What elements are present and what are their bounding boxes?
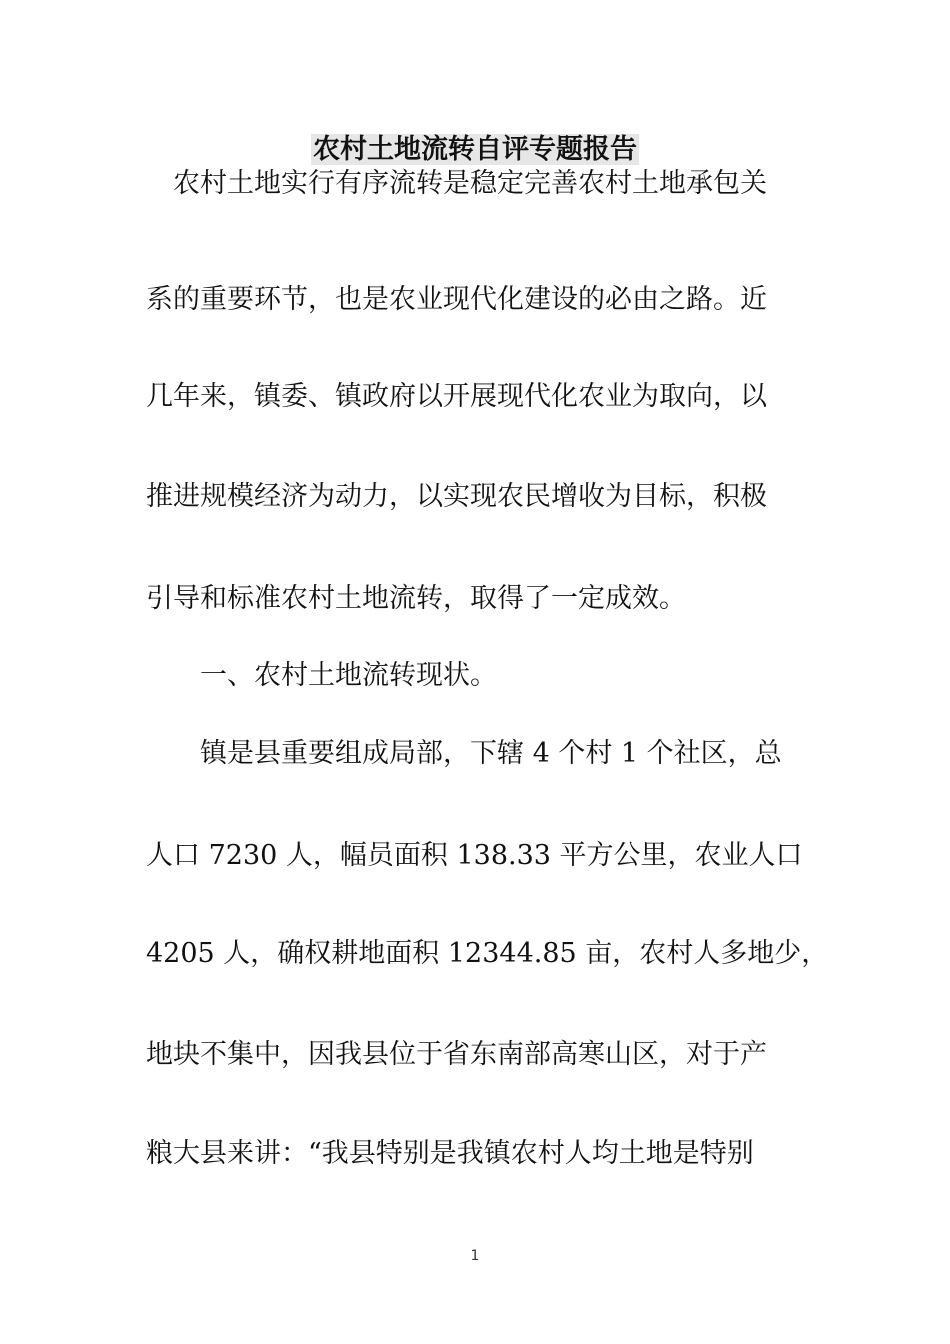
body-line-2: 系的重要环节，也是农业现代化建设的必由之路。近 [146, 284, 767, 315]
body-line-4: 推进规模经济为动力，以实现农民增收为目标，积极 [146, 481, 767, 512]
section-heading-1: 一、农村土地流转现状。 [146, 660, 497, 691]
body-line-9: 地块不集中，因我县位于省东南部高寒山区，对于产 [146, 1039, 767, 1070]
document-title-text: 农村土地流转自评专题报告 [313, 134, 637, 165]
body-line-1: 农村土地实行有序流转是稳定完善农村土地承包关 [146, 168, 767, 199]
page-number: 1 [470, 1248, 480, 1264]
body-line-6: 镇是县重要组成局部，下辖 4 个村 1 个社区，总 [146, 738, 782, 769]
body-line-5: 引导和标准农村土地流转，取得了一定成效。 [146, 583, 686, 614]
body-line-7: 人口 7230 人，幅员面积 138.33 平方公里，农业人口 [146, 840, 803, 871]
body-line-8: 4205 人，确权耕地面积 12344.85 亩，农村人多地少， [146, 938, 829, 969]
body-line-3: 几年来，镇委、镇政府以开展现代化农业为取向，以 [146, 381, 767, 412]
body-line-10: 粮大县来讲：“我县特别是我镇农村人均土地是特别 [146, 1138, 754, 1169]
